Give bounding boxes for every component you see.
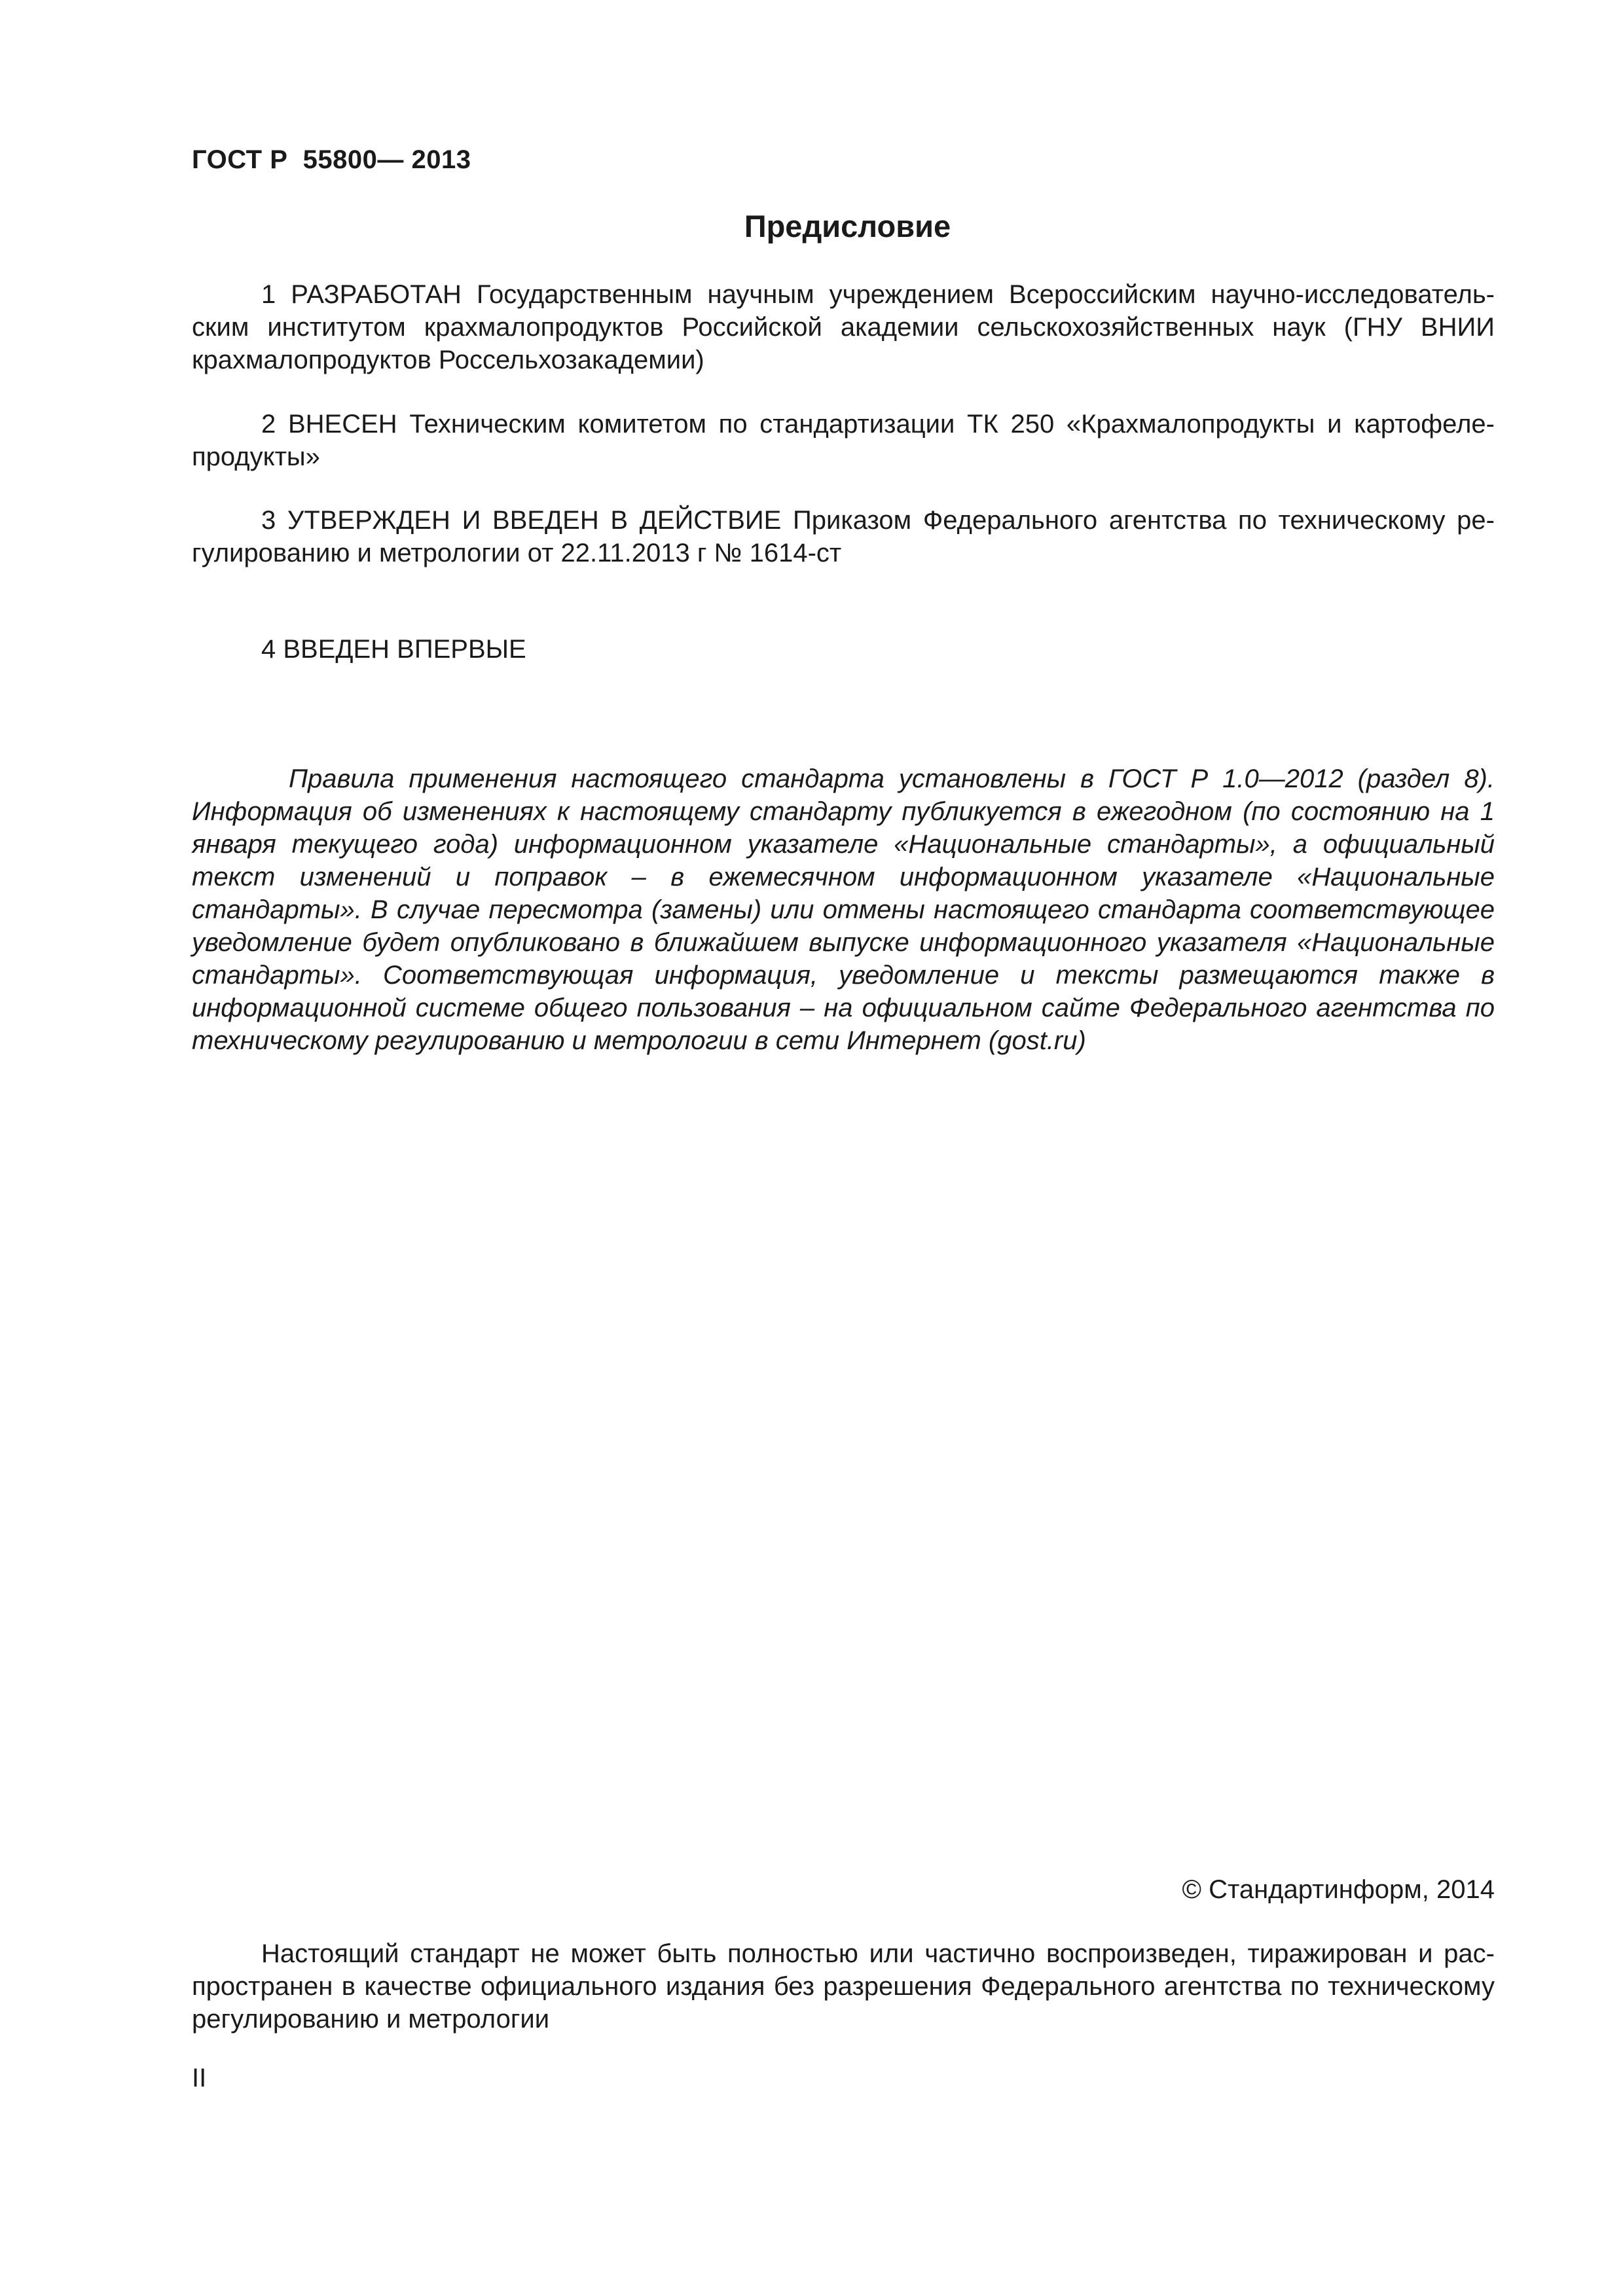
page-title: Предисловие	[744, 209, 951, 243]
copyright-line: © Стандартинформ, 2014	[1182, 1875, 1495, 1904]
rules-notice-text: Правила применения настоящего стандарта установлены в ГОСТ Р 1.0—2012 (раздел 8). Информация об изменениях к настоящему стандарту публикуется в ежегодном (по состоянию на 1 января текущего года) информационном указателе «Национальные стандарты», а официальный текст изменений и поправок – в ежемесячном информационном указателе «Национальные стандарты». В случае пересмотра (замены) или отмены настоящего стандарта соответствующее уведомление будет опубликовано в ближайшем выпуске информационного указателя «Национальные стандарты». Соответствующая информация, уведомление и тексты размещаются также в информационной системе общего пользования – на официальном сайте Федерального агентства по техническому регулированию и метрологии в сети Интернет (gost.ru)	[192, 764, 1495, 1055]
foreword-item-submitted	[192, 408, 1495, 473]
reproduction-notice	[192, 1937, 1495, 2036]
foreword-item-developed	[192, 278, 1495, 376]
page-number: II	[192, 2064, 207, 2092]
foreword-item-text: 3 УТВЕРЖДЕН И ВВЕДЕН В ДЕЙСТВИЕ Приказом Федерального агентства по техническому регулированию и метрологии от 22.11.2013 г № 1614-ст	[192, 506, 1495, 567]
foreword-item-text: 2 ВНЕСЕН Техническим комитетом по стандартизации ТК 250 «Крахмалопродукты и картофелепродукты»	[192, 410, 1495, 471]
foreword-item-introduced	[192, 633, 1495, 666]
reproduction-notice-text: Настоящий стандарт не может быть полностью или частично воспроизведен, тиражирован и распространен в качестве официального издания без разрешения Федерального агентства по техническому регулированию и метрологии	[192, 1939, 1495, 2034]
foreword-item-approved	[192, 504, 1495, 569]
foreword-item-text: 4 ВВЕДЕН ВПЕРВЫЕ	[261, 635, 526, 664]
foreword-item-text: 1 РАЗРАБОТАН Государственным научным учреждением Всероссийским научно-исследовательским институтом крахмалопродуктов Российской академии сельскохозяйственных наук (ГНУ ВНИИ крахмалопродуктов Россельхозакадемии)	[192, 280, 1495, 374]
standard-code: ГОСТ Р 55800— 2013	[192, 145, 471, 174]
rules-notice	[192, 762, 1495, 1057]
